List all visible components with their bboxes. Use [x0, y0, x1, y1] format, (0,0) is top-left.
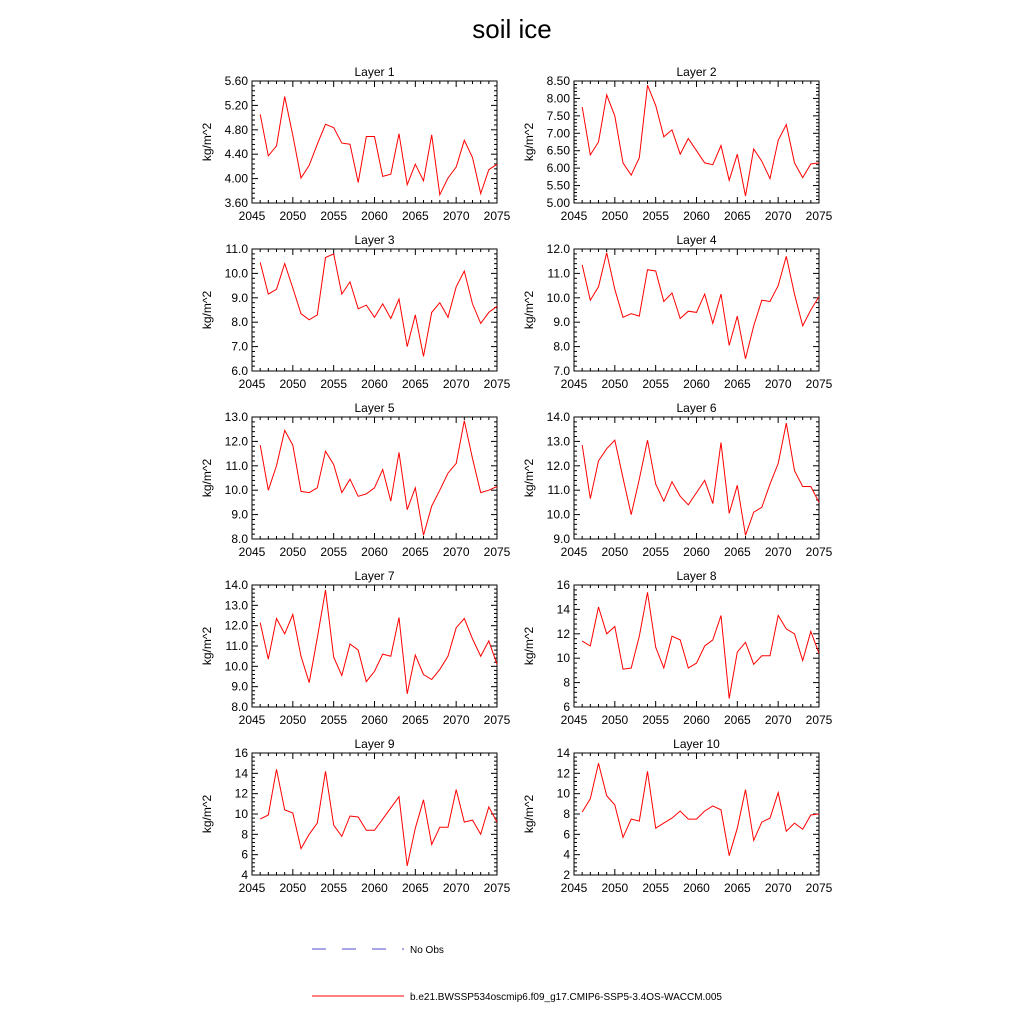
y-tick-label: 5.50 [546, 178, 570, 193]
y-tick-label: 8.0 [231, 700, 248, 714]
plot-frame [574, 249, 819, 371]
y-tick-label: 14 [556, 746, 570, 760]
panel-7 [252, 585, 497, 707]
y-tick-label: 8.50 [546, 74, 570, 88]
series-line [260, 254, 497, 357]
y-tick-label: 6.00 [546, 161, 570, 176]
y-axis-label: kg/m^2 [200, 626, 214, 666]
x-tick-label: 2065 [401, 209, 429, 223]
y-tick-label: 13.0 [224, 598, 248, 613]
x-tick-label: 2075 [483, 545, 511, 559]
y-axis-label: kg/m^2 [200, 122, 214, 162]
x-tick-label: 2045 [560, 545, 588, 559]
x-tick-label: 2070 [442, 377, 470, 391]
x-tick-label: 2075 [805, 713, 833, 727]
y-tick-label: 12 [556, 766, 570, 781]
y-tick-label: 10.0 [224, 483, 248, 498]
x-tick-label: 2050 [279, 545, 307, 559]
y-axis-label: kg/m^2 [522, 458, 536, 498]
x-tick-label: 2045 [560, 881, 588, 895]
x-tick-label: 2075 [483, 377, 511, 391]
y-tick-label: 10.0 [546, 290, 570, 305]
y-tick-label: 6 [563, 827, 570, 842]
y-tick-label: 7.0 [553, 364, 570, 378]
plot-frame [252, 417, 497, 539]
panel-title: Layer 5 [354, 401, 395, 415]
y-tick-label: 5.00 [546, 196, 570, 210]
y-tick-label: 8.0 [553, 339, 570, 354]
y-tick-label: 4.00 [224, 171, 248, 186]
y-tick-label: 10.0 [224, 659, 248, 674]
y-tick-label: 14.0 [546, 410, 570, 424]
series-line [260, 421, 497, 536]
y-tick-label: 14.0 [224, 578, 248, 592]
series-line [582, 592, 819, 698]
x-tick-label: 2055 [642, 545, 670, 559]
y-tick-label: 8 [563, 675, 570, 690]
y-axis-label: kg/m^2 [522, 794, 536, 834]
y-tick-label: 6 [563, 700, 570, 714]
y-axis-label: kg/m^2 [522, 626, 536, 666]
plot-frame [574, 417, 819, 539]
y-tick-label: 11.0 [547, 483, 570, 498]
x-tick-label: 2045 [238, 377, 266, 391]
y-tick-label: 9.0 [231, 507, 248, 522]
plot-frame [252, 753, 497, 875]
y-tick-label: 9.0 [231, 290, 248, 305]
x-tick-label: 2060 [683, 377, 710, 391]
y-axis-label: kg/m^2 [200, 290, 214, 330]
series-line [582, 85, 819, 196]
y-tick-label: 12.0 [224, 434, 248, 449]
y-tick-label: 14 [234, 766, 248, 781]
x-tick-label: 2075 [805, 545, 833, 559]
x-tick-label: 2075 [483, 209, 511, 223]
panel-8 [574, 585, 819, 707]
x-tick-label: 2070 [764, 209, 792, 223]
y-tick-label: 13.0 [224, 410, 248, 424]
panel-title: Layer 9 [354, 737, 395, 751]
x-tick-label: 2060 [361, 209, 388, 223]
y-tick-label: 8.0 [231, 532, 248, 546]
y-tick-label: 6 [241, 847, 248, 862]
y-tick-label: 8.0 [231, 315, 248, 330]
x-tick-label: 2060 [361, 377, 388, 391]
panel-title: Layer 10 [673, 737, 720, 751]
y-tick-label: 10.0 [546, 507, 570, 522]
x-tick-label: 2050 [601, 881, 629, 895]
series-line [582, 423, 819, 535]
x-tick-label: 2055 [642, 377, 670, 391]
y-tick-label: 12 [234, 786, 248, 801]
series-line [582, 763, 819, 856]
legend-model-label: b.e21.BWSSP534oscmip6.f09_g17.CMIP6-SSP5-3.4OS-WACCM.005 [410, 992, 722, 1003]
x-tick-label: 2050 [601, 209, 629, 223]
y-tick-label: 8.00 [546, 91, 570, 106]
plot-frame [574, 81, 819, 203]
panel-title: Layer 8 [676, 569, 717, 583]
y-tick-label: 4 [563, 847, 570, 862]
y-tick-label: 12 [556, 626, 570, 641]
x-tick-label: 2055 [642, 713, 670, 727]
figure-title: soil ice [472, 14, 552, 44]
x-tick-label: 2070 [764, 713, 792, 727]
x-tick-label: 2045 [560, 713, 588, 727]
y-tick-label: 12.0 [546, 242, 570, 256]
y-tick-label: 7.0 [231, 339, 248, 354]
y-axis-label: kg/m^2 [522, 290, 536, 330]
y-axis-label: kg/m^2 [200, 458, 214, 498]
x-tick-label: 2075 [483, 881, 511, 895]
y-tick-label: 10 [556, 786, 570, 801]
y-tick-label: 14 [556, 602, 570, 617]
y-tick-label: 5.60 [224, 74, 248, 88]
x-tick-label: 2065 [723, 545, 751, 559]
plot-frame [252, 585, 497, 707]
x-tick-label: 2055 [320, 209, 348, 223]
legend-obs-label: No Obs [410, 945, 444, 956]
x-tick-label: 2050 [601, 545, 629, 559]
series-line [260, 769, 497, 866]
plot-frame [574, 585, 819, 707]
y-tick-label: 9.0 [553, 315, 570, 330]
x-tick-label: 2055 [320, 881, 348, 895]
y-tick-label: 10 [556, 651, 570, 666]
x-tick-label: 2060 [683, 209, 710, 223]
x-tick-label: 2075 [805, 881, 833, 895]
x-tick-label: 2075 [805, 209, 833, 223]
panel-1 [252, 81, 497, 203]
x-tick-label: 2070 [442, 713, 470, 727]
x-tick-label: 2075 [805, 377, 833, 391]
y-tick-label: 3.60 [224, 196, 248, 210]
x-tick-label: 2045 [238, 209, 266, 223]
x-tick-label: 2065 [723, 713, 751, 727]
x-tick-label: 2065 [401, 545, 429, 559]
x-tick-label: 2065 [401, 881, 429, 895]
x-tick-label: 2050 [279, 209, 307, 223]
series-line [582, 253, 819, 359]
x-tick-label: 2055 [642, 209, 670, 223]
x-tick-label: 2050 [279, 377, 307, 391]
x-tick-label: 2045 [560, 377, 588, 391]
x-tick-label: 2075 [483, 713, 511, 727]
x-tick-label: 2060 [683, 881, 710, 895]
y-tick-label: 11.0 [225, 639, 248, 653]
y-tick-label: 10 [234, 807, 248, 821]
panel-4 [574, 249, 819, 371]
x-tick-label: 2060 [361, 881, 388, 895]
panel-title: Layer 7 [354, 569, 395, 583]
panel-title: Layer 6 [676, 401, 717, 415]
series-line [260, 97, 497, 195]
x-tick-label: 2070 [764, 377, 792, 391]
y-tick-label: 9.0 [553, 532, 570, 546]
y-tick-label: 7.50 [546, 108, 570, 123]
x-tick-label: 2070 [442, 545, 470, 559]
y-tick-label: 7.00 [546, 126, 570, 141]
panel-9 [252, 753, 497, 875]
y-tick-label: 16 [556, 578, 570, 592]
panel-2 [574, 81, 819, 203]
x-tick-label: 2065 [723, 377, 751, 391]
y-tick-label: 6.50 [546, 143, 570, 158]
x-tick-label: 2055 [320, 713, 348, 727]
y-axis-label: kg/m^2 [522, 122, 536, 162]
y-tick-label: 11.0 [225, 458, 248, 473]
y-tick-label: 8 [563, 807, 570, 821]
series-line [260, 590, 497, 694]
x-tick-label: 2070 [442, 209, 470, 223]
panel-5 [252, 417, 497, 539]
y-tick-label: 8 [241, 827, 248, 842]
x-tick-label: 2070 [764, 545, 792, 559]
y-tick-label: 5.20 [224, 98, 248, 113]
x-tick-label: 2055 [320, 545, 348, 559]
y-tick-label: 11.0 [225, 242, 248, 256]
x-tick-label: 2045 [238, 713, 266, 727]
y-tick-label: 11.0 [547, 266, 570, 281]
panel-3 [252, 249, 497, 371]
y-tick-label: 12.0 [224, 618, 248, 633]
y-tick-label: 12.0 [546, 458, 570, 473]
y-axis-label: kg/m^2 [200, 794, 214, 834]
x-tick-label: 2055 [320, 377, 348, 391]
panel-10 [574, 753, 819, 875]
x-tick-label: 2070 [764, 881, 792, 895]
panel-title: Layer 2 [676, 65, 717, 79]
x-tick-label: 2065 [723, 881, 751, 895]
x-tick-label: 2045 [560, 209, 588, 223]
x-tick-label: 2045 [238, 881, 266, 895]
x-tick-label: 2055 [642, 881, 670, 895]
y-tick-label: 9.0 [231, 679, 248, 694]
x-tick-label: 2050 [279, 881, 307, 895]
x-tick-label: 2060 [361, 545, 388, 559]
x-tick-label: 2050 [601, 377, 629, 391]
x-tick-label: 2070 [442, 881, 470, 895]
y-tick-label: 16 [234, 746, 248, 760]
plot-frame [252, 81, 497, 203]
y-tick-label: 4.80 [224, 122, 248, 137]
y-tick-label: 6.0 [231, 364, 248, 378]
y-tick-label: 4.40 [224, 147, 248, 162]
panel-title: Layer 4 [676, 233, 717, 247]
x-tick-label: 2045 [238, 545, 266, 559]
panel-title: Layer 1 [354, 65, 395, 79]
panel-title: Layer 3 [354, 233, 395, 247]
plot-frame [252, 249, 497, 371]
y-tick-label: 2 [563, 868, 570, 882]
y-tick-label: 13.0 [546, 434, 570, 449]
x-tick-label: 2050 [601, 713, 629, 727]
y-tick-label: 4 [241, 868, 248, 882]
x-tick-label: 2050 [279, 713, 307, 727]
panel-6 [574, 417, 819, 539]
x-tick-label: 2065 [401, 377, 429, 391]
x-tick-label: 2065 [401, 713, 429, 727]
x-tick-label: 2060 [683, 713, 710, 727]
x-tick-label: 2060 [361, 713, 388, 727]
y-tick-label: 10.0 [224, 266, 248, 281]
x-tick-label: 2065 [723, 209, 751, 223]
x-tick-label: 2060 [683, 545, 710, 559]
